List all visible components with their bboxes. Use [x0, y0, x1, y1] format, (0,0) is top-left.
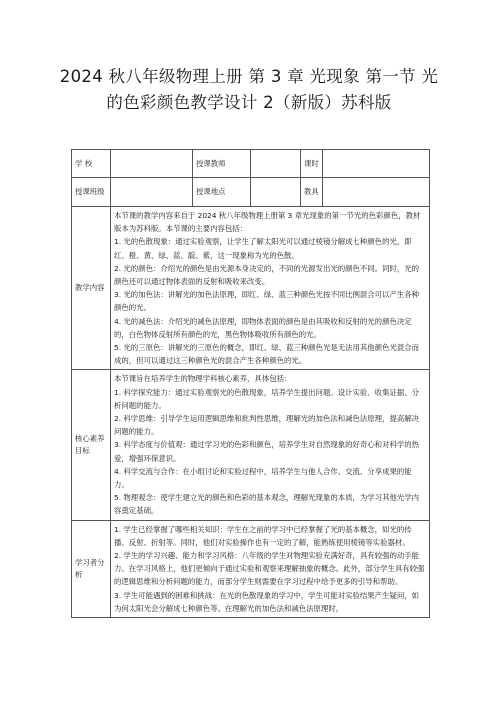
- school-label: 学 校: [72, 150, 111, 178]
- tools-value: [323, 178, 430, 207]
- header-row-2: [72, 178, 430, 207]
- section-paragraph: 4. 科学交流与合作：在小组讨论和实验过程中，培养学生与他人合作、交流、分享成果的能力。: [114, 466, 412, 490]
- section-paragraph: 1. 科学探究能力：通过实验观察光的色散现象，培养学生提出问题、设计实验、收集证据、分析问题的能力。: [114, 387, 420, 410]
- section-paragraph: 5. 光的三原色：讲解光的三原色的概念，即红、绿、蓝三种颜色光是无法用其他颜色光混合而成的，但可以通过这三种颜色光的混合产生各种颜色的光。: [114, 343, 420, 366]
- section-paragraph: 5. 物理观念：使学生建立光的颜色和色彩的基本观念，理解光现象的本质，为学习其他光学内容奠定基础。: [114, 493, 420, 516]
- section-paragraph: 1. 光的色散现象：通过实验观察，让学生了解太阳光可以通过棱镜分解成七种颜色的光，即红、橙、黄、绿、蓝、靛、紫，这一现象称为光的色散。: [114, 237, 412, 260]
- hours-value: [323, 150, 430, 178]
- section-row-learners: [72, 520, 430, 617]
- section-label: 核心素养目标: [72, 370, 111, 520]
- lesson-plan-table: [71, 149, 430, 618]
- section-paragraph: 3. 光的加色法：讲解光的加色法原理，即红、绿、蓝三种颜色光按不同比例混合可以产生各种颜色的光。: [114, 290, 420, 313]
- class-value: [111, 178, 193, 207]
- section-body: [111, 207, 430, 370]
- section-label: 教学内容: [72, 207, 111, 370]
- hours-label: 课时: [301, 150, 323, 178]
- section-paragraph: 3. 科学态度与价值观：通过学习光的色彩和颜色，培养学生对自然现象的好奇心和对科学的热爱，增强环保意识。: [114, 440, 420, 463]
- tools-label: 教具: [301, 178, 323, 207]
- section-paragraph: 4. 光的减色法：介绍光的减色法原理，即物体表面的颜色是由其吸收和反射的光的颜色决定的，白色物体反射所有颜色的光，黑色物体吸收所有颜色的光。: [114, 316, 412, 339]
- section-row-goals: [72, 370, 430, 520]
- section-paragraph: 本节课旨在培养学生的物理学科核心素养，具体包括：: [114, 374, 292, 384]
- document-title: 2024 秋八年级物理上册 第 3 章 光现象 第一节 光的色彩颜色教学设计 2（新版）苏科版: [59, 67, 439, 112]
- place-value: [251, 178, 301, 207]
- class-label: 授课班级: [72, 178, 111, 207]
- section-paragraph: 本节课的教学内容来自于 2024 秋八年级物理上册第 3 章光现象的第一节光的色彩颜色，教材版本为苏科版。本节课的主要内容包括：: [114, 211, 421, 234]
- header-row-1: [72, 150, 430, 178]
- section-body: [111, 520, 430, 617]
- teacher-label: 授课教师: [193, 150, 251, 178]
- section-body: [111, 370, 430, 520]
- section-paragraph: 2. 科学思维：引导学生运用逻辑思维和批判性思维，理解光的加色法和减色法原理，提高解决问题的能力。: [114, 414, 420, 437]
- section-label: 学习者分析: [72, 520, 111, 617]
- section-paragraph: 2. 学生的学习兴趣、能力和学习风格：八年级的学生对物理实验充满好奇，具有较强的动手能力。在学习风格上，他们更倾向于通过实验和观察来理解抽象的概念。此外，部分学生具有较强的逻辑思维和分析问题的能力，而部分学生则需要在学习过程中给予更多的引导和帮助。: [114, 551, 425, 587]
- section-paragraph: 3. 学生可能遇到的困难和挑战：在光的色散现象的学习中，学生可能对实验结果产生疑问，如为何太阳光会分解成七种颜色等。在理解光的加色法和减色法原理时，: [114, 590, 420, 613]
- place-label: 授课地点: [193, 178, 251, 207]
- section-row-content: [72, 207, 430, 370]
- school-value: [111, 150, 193, 178]
- section-paragraph: 1. 学生已经掌握了哪些相关知识：学生在之前的学习中已经掌握了光的基本概念，如光的传播、反射、折射等。同时，他们对实验操作也有一定的了解，能熟练使用棱镜等实验器材。: [114, 524, 412, 547]
- teacher-value: [251, 150, 301, 178]
- section-paragraph: 2. 光的颜色：介绍光的颜色是由光源本身决定的，不同的光源发出光的颜色不同。同时，光的颜色还可以通过物体表面的反射和吸收来改变。: [114, 263, 420, 287]
